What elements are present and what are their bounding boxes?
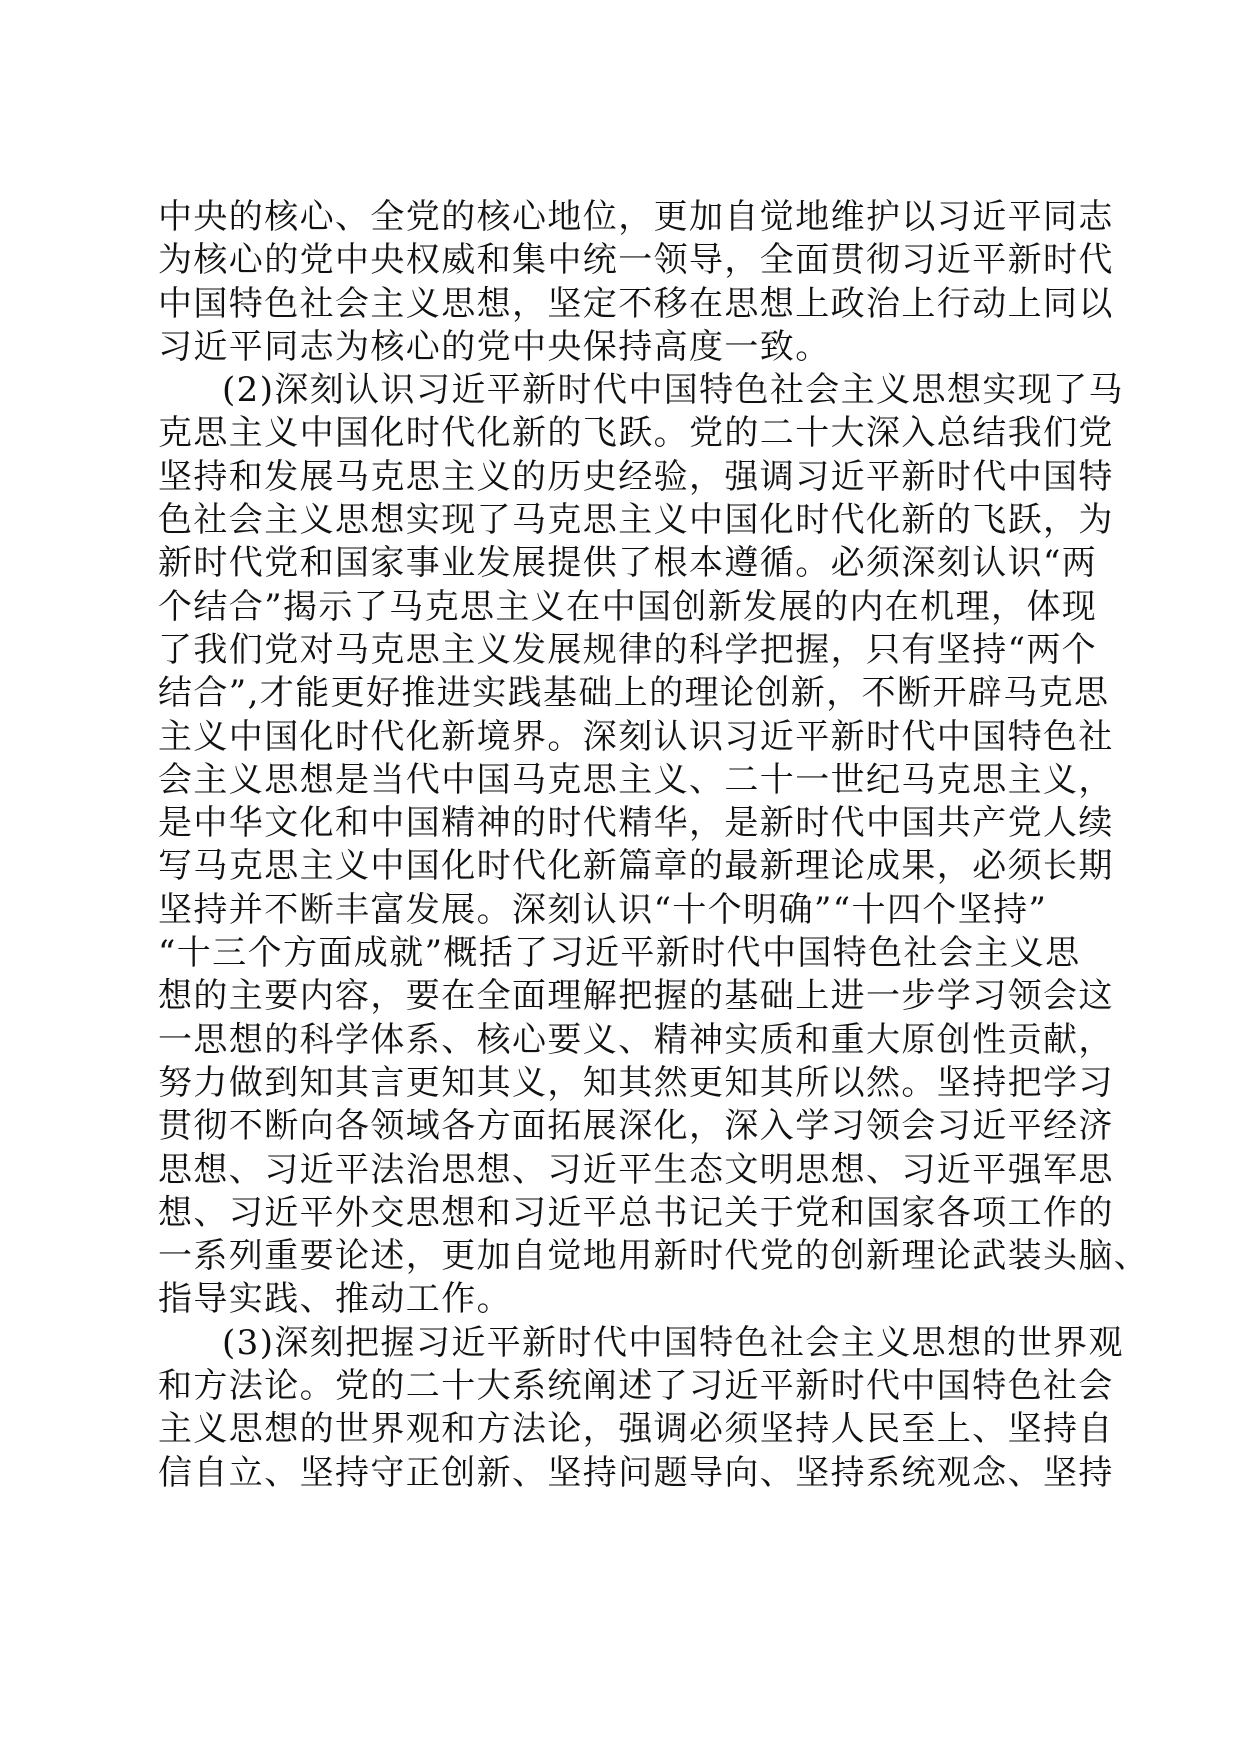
text-line: 贯彻不断向各领域各方面拓展深化，深入学习领会习近平经济 — [158, 1106, 1114, 1147]
text-line: 中国特色社会主义思想，坚定不移在思想上政治上行动上同以 — [158, 283, 1114, 324]
text-line: 会主义思想是当代中国马克思主义、二十一世纪马克思主义， — [158, 759, 1114, 800]
text-line: 结合”,才能更好推进实践基础上的理论创新，不断开辟马克思 — [158, 673, 1110, 714]
text-line: 个结合”揭示了马克思主义在中国创新发展的内在机理，体现 — [158, 586, 1098, 627]
paragraph-2 — [158, 369, 1150, 1322]
text-line: 坚持和发展马克思主义的历史经验，强调习近平新时代中国特 — [158, 456, 1114, 497]
text-line: “十三个方面成就”概括了习近平新时代中国特色社会主义思 — [158, 933, 1081, 974]
text-line: 主义思想的世界观和方法论，强调必须坚持人民至上、坚持自 — [158, 1409, 1114, 1450]
text-line: 为核心的党中央权威和集中统一领导，全面贯彻习近平新时代 — [158, 240, 1114, 281]
text-line: 想、习近平外交思想和习近平总书记关于党和国家各项工作的 — [158, 1192, 1114, 1233]
text-line: 坚持并不断丰富发展。深刻认识“十个明确”“十四个坚持” — [158, 889, 1048, 930]
text-line: 一系列重要论述，更加自觉地用新时代党的创新理论武装头脑、 — [158, 1236, 1150, 1277]
text-line: 中央的核心、全党的核心地位，更加自觉地维护以习近平同志 — [158, 197, 1114, 237]
document-body — [158, 196, 1150, 1495]
text-line: 和方法论。党的二十大系统阐述了习近平新时代中国特色社会 — [158, 1366, 1114, 1407]
text-line: 了我们党对马克思主义发展规律的科学把握，只有坚持“两个 — [158, 629, 1098, 670]
paragraph-1 — [158, 196, 1114, 369]
text-line: 色社会主义思想实现了马克思主义中国化时代化新的飞跃，为 — [158, 500, 1114, 541]
text-line: (2)深刻认识习近平新时代中国特色社会主义思想实现了马 — [222, 370, 1124, 411]
text-line: 新时代党和国家事业发展提供了根本遵循。必须深刻认识“两 — [158, 543, 1098, 584]
text-line: 是中华文化和中国精神的时代精华，是新时代中国共产党人续 — [158, 803, 1114, 844]
paragraph-3 — [158, 1322, 1124, 1495]
text-line: 主义中国化时代化新境界。深刻认识习近平新时代中国特色社 — [158, 716, 1114, 757]
text-line: 信自立、坚持守正创新、坚持问题导向、坚持系统观念、坚持 — [158, 1452, 1114, 1493]
text-line: 努力做到知其言更知其义，知其然更知其所以然。坚持把学习 — [158, 1062, 1114, 1103]
text-line: 克思主义中国化时代化新的飞跃。党的二十大深入总结我们党 — [158, 413, 1114, 454]
text-line: 一思想的科学体系、核心要义、精神实质和重大原创性贡献， — [158, 1019, 1114, 1060]
text-line: (3)深刻把握习近平新时代中国特色社会主义思想的世界观 — [222, 1322, 1124, 1363]
text-line: 写马克思主义中国化时代化新篇章的最新理论成果，必须长期 — [158, 846, 1114, 887]
text-line: 习近平同志为核心的党中央保持高度一致。 — [158, 326, 831, 367]
text-line: 想的主要内容，要在全面理解把握的基础上进一步学习领会这 — [158, 976, 1114, 1017]
text-line: 指导实践、推动工作。 — [158, 1279, 512, 1320]
text-line: 思想、习近平法治思想、习近平生态文明思想、习近平强军思 — [158, 1149, 1114, 1190]
